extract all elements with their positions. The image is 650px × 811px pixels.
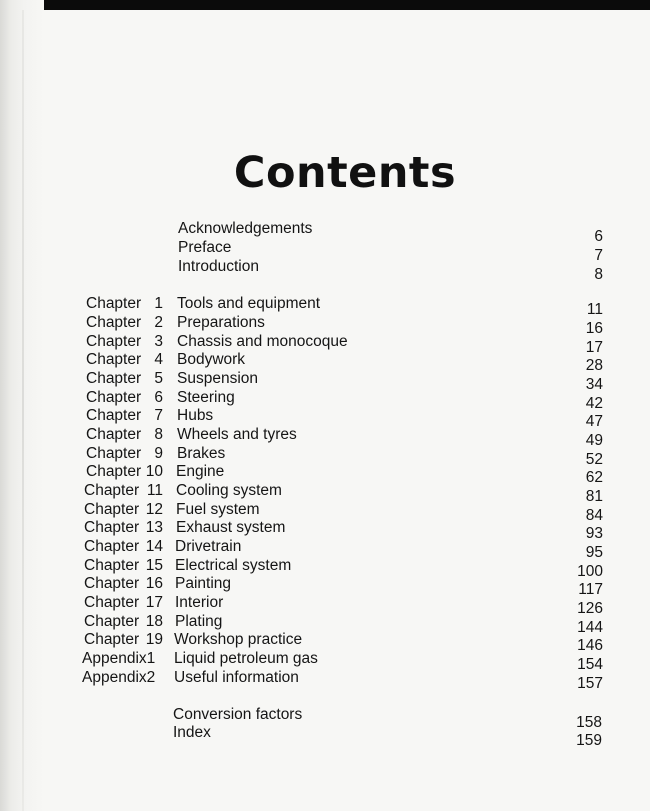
entry-page-number: 158 xyxy=(576,714,602,731)
entry-prefix: Chapter xyxy=(84,594,140,611)
entry-page-number: 159 xyxy=(576,732,602,749)
toc-entry xyxy=(0,406,650,430)
toc-entry xyxy=(0,425,650,449)
entry-prefix: Chapter xyxy=(86,389,142,406)
entry-page-number: 7 xyxy=(594,247,603,264)
entry-page-number: 84 xyxy=(585,507,603,524)
toc-entry xyxy=(0,369,650,393)
entry-page-number: 17 xyxy=(585,339,603,356)
entry-page-number: 144 xyxy=(577,619,603,636)
entry-page-number: 11 xyxy=(586,301,603,318)
toc-entry xyxy=(0,518,650,542)
entry-chapter-number: 15 xyxy=(145,557,163,574)
entry-chapter-number: 13 xyxy=(145,519,163,536)
entry-page-number: 34 xyxy=(585,376,603,393)
entry-title: Acknowledgements xyxy=(178,220,313,237)
page-top-edge xyxy=(0,0,650,10)
entry-chapter-number: 5 xyxy=(154,370,163,387)
toc-entry xyxy=(0,481,650,505)
entry-title: Interior xyxy=(175,594,224,611)
toc-entry xyxy=(0,332,650,356)
toc-entry xyxy=(0,630,650,654)
entry-title: Useful information xyxy=(174,669,299,686)
toc-entry xyxy=(0,723,650,749)
entry-chapter-number: 3 xyxy=(154,333,163,350)
entry-title: Wheels and tyres xyxy=(177,426,297,443)
toc-entry xyxy=(0,313,650,337)
entry-prefix: Chapter xyxy=(86,445,142,462)
entry-title: Cooling system xyxy=(176,482,282,499)
toc-entry xyxy=(0,649,650,673)
entry-chapter-number: 16 xyxy=(145,575,163,592)
entry-page-number: 6 xyxy=(594,228,603,245)
page-title: Contents xyxy=(233,148,457,198)
entry-title: Brakes xyxy=(177,445,226,462)
entry-chapter-number: 19 xyxy=(145,631,163,648)
entry-prefix: Chapter xyxy=(84,575,140,592)
entry-prefix: Chapter xyxy=(84,613,140,630)
entry-chapter-number: 1 xyxy=(154,295,163,312)
entry-page-number: 52 xyxy=(585,451,603,468)
entry-title: Fuel system xyxy=(176,501,260,518)
entry-prefix: Chapter xyxy=(84,538,140,555)
entry-prefix: Appendix1 xyxy=(82,650,156,667)
toc-entry xyxy=(0,500,650,524)
entry-title: Preparations xyxy=(177,314,265,331)
entry-page-number: 93 xyxy=(585,525,603,542)
entry-title: Bodywork xyxy=(177,351,246,368)
entry-title: Drivetrain xyxy=(175,538,242,555)
entry-chapter-number: 2 xyxy=(154,314,163,331)
entry-title: Conversion factors xyxy=(173,706,303,723)
entry-prefix: Chapter xyxy=(86,407,142,424)
entry-page-number: 49 xyxy=(585,432,603,449)
entry-chapter-number: 4 xyxy=(154,351,163,368)
entry-prefix: Chapter xyxy=(84,631,140,648)
toc-entry xyxy=(0,238,650,264)
entry-title: Index xyxy=(173,724,211,741)
entry-title: Steering xyxy=(177,389,235,406)
toc-entry xyxy=(0,537,650,561)
toc-entry xyxy=(0,612,650,636)
entry-title: Workshop practice xyxy=(174,631,303,648)
entry-page-number: 62 xyxy=(585,469,603,486)
entry-chapter-number: 10 xyxy=(145,463,163,480)
entry-page-number: 117 xyxy=(578,581,603,598)
entry-page-number: 16 xyxy=(585,320,603,337)
toc-entry xyxy=(0,705,650,731)
entry-chapter-number: 12 xyxy=(145,501,163,518)
entry-title: Liquid petroleum gas xyxy=(174,650,318,667)
entry-title: Painting xyxy=(175,575,232,592)
toc-entry xyxy=(0,388,650,412)
toc-entry xyxy=(0,574,650,598)
toc-entry xyxy=(0,294,650,318)
entry-page-number: 28 xyxy=(585,357,603,374)
entry-title: Hubs xyxy=(177,407,214,424)
entry-title: Tools and equipment xyxy=(177,295,321,312)
entry-chapter-number: 11 xyxy=(146,482,163,499)
entry-chapter-number: 18 xyxy=(145,613,163,630)
entry-title: Electrical system xyxy=(175,557,292,574)
entry-page-number: 100 xyxy=(577,563,603,580)
entry-page-number: 8 xyxy=(594,266,603,283)
entry-title: Preface xyxy=(178,239,232,256)
entry-title: Introduction xyxy=(178,258,259,275)
toc-entry xyxy=(0,668,650,692)
entry-title: Engine xyxy=(176,463,225,480)
entry-prefix: Appendix2 xyxy=(82,669,156,686)
entry-prefix: Chapter xyxy=(84,519,140,536)
entry-prefix: Chapter xyxy=(86,314,142,331)
entry-prefix: Chapter xyxy=(86,463,142,480)
entry-chapter-number: 6 xyxy=(154,389,163,406)
toc-entry xyxy=(0,444,650,468)
entry-chapter-number: 9 xyxy=(154,445,163,462)
entry-prefix: Chapter xyxy=(86,426,142,443)
entry-page-number: 157 xyxy=(577,675,603,692)
entry-chapter-number: 14 xyxy=(145,538,163,555)
toc-entry xyxy=(0,556,650,580)
entry-page-number: 47 xyxy=(585,413,603,430)
entry-chapter-number: 7 xyxy=(154,407,163,424)
entry-chapter-number: 17 xyxy=(145,594,163,611)
entry-page-number: 81 xyxy=(585,488,603,505)
entry-page-number: 154 xyxy=(577,656,603,673)
entry-title: Chassis and monocoque xyxy=(177,333,348,350)
entry-page-number: 42 xyxy=(585,395,603,412)
toc-entry xyxy=(0,219,650,245)
entry-page-number: 126 xyxy=(577,600,603,617)
entry-prefix: Chapter xyxy=(86,295,142,312)
entry-page-number: 95 xyxy=(585,544,603,561)
toc-entry xyxy=(0,462,650,486)
entry-prefix: Chapter xyxy=(86,351,142,368)
entry-prefix: Chapter xyxy=(86,370,142,387)
entry-title: Plating xyxy=(175,613,223,630)
entry-prefix: Chapter xyxy=(84,557,140,574)
entry-page-number: 146 xyxy=(577,637,603,654)
entry-chapter-number: 8 xyxy=(154,426,163,443)
toc-entry xyxy=(0,257,650,283)
entry-prefix: Chapter xyxy=(84,482,140,499)
entry-title: Suspension xyxy=(177,370,259,387)
toc-entry xyxy=(0,350,650,374)
entry-prefix: Chapter xyxy=(86,333,142,350)
entry-title: Exhaust system xyxy=(176,519,286,536)
toc-entry xyxy=(0,593,650,617)
entry-prefix: Chapter xyxy=(84,501,140,518)
